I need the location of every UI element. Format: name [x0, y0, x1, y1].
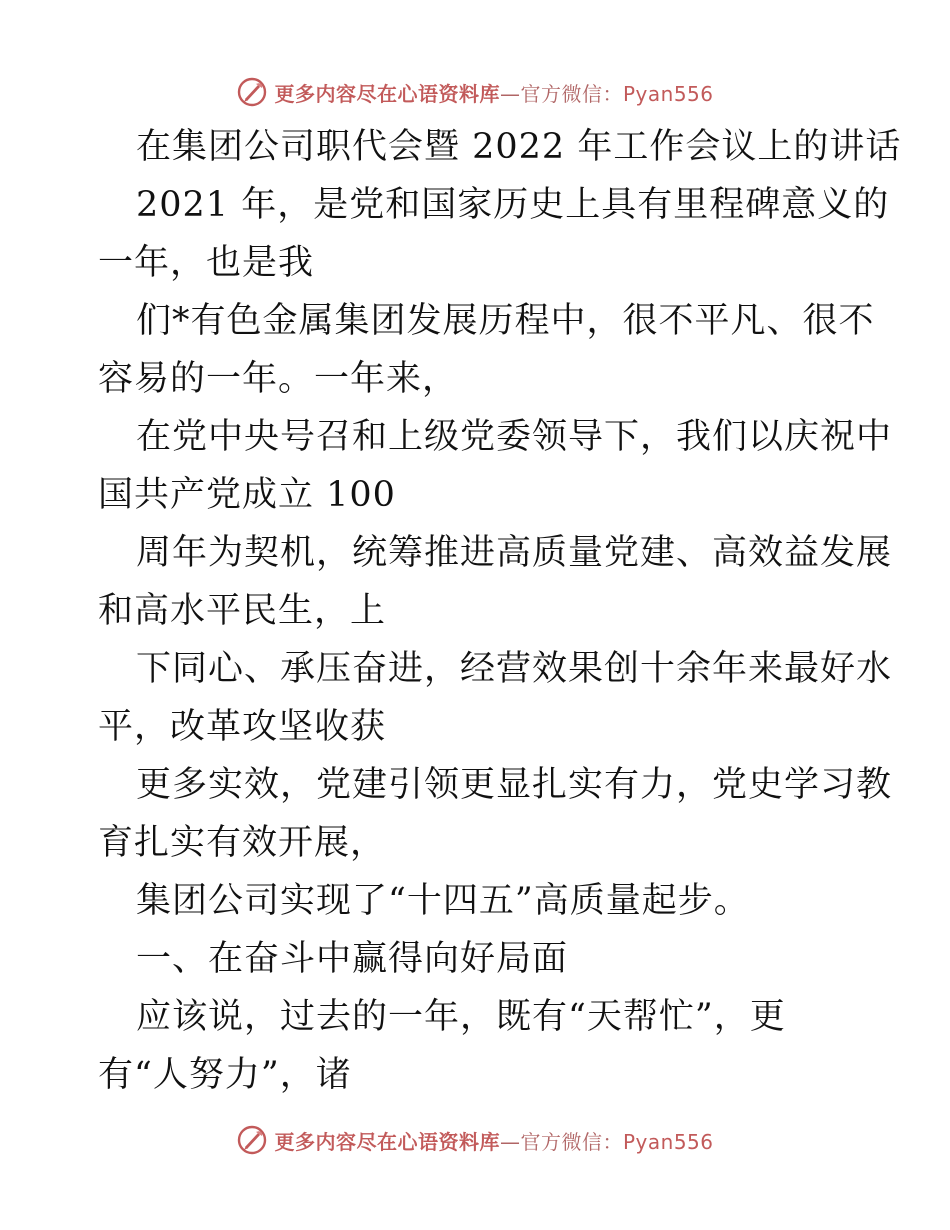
watermark-account: Pyan556 — [622, 1129, 714, 1154]
text-line: 集团公司实现了“十四五”高质量起步。 — [136, 881, 750, 921]
text-line: 周年为契机，统筹推进高质量党建、高效益发展 — [136, 533, 893, 573]
watermark-brand: 更多内容尽在心语资料库 — [274, 1129, 500, 1154]
document-title: 在集团公司职代会暨 2022 年工作会议上的讲话 — [136, 127, 902, 167]
watermark-footer — [0, 1120, 950, 1160]
watermark-separator: — — [499, 1129, 521, 1154]
text-line: 容易的一年。一年来， — [98, 359, 459, 399]
text-line: 和高水平民生，上 — [98, 591, 387, 631]
watermark-official: 官方微信： — [520, 81, 623, 106]
quill-pen-logo-icon — [236, 1124, 268, 1156]
text-line: 在党中央号召和上级党委领导下，我们以庆祝中 — [136, 417, 893, 457]
text-line: 国共产党成立 100 — [98, 475, 396, 515]
text-line: 应该说，过去的一年，既有“天帮忙”，更 — [136, 997, 786, 1037]
text-line: 一年，也是我 — [98, 243, 315, 283]
text-line: 们*有色金属集团发展历程中，很不平凡、很不 — [136, 301, 875, 341]
watermark-header — [0, 72, 950, 112]
text-line: 育扎实有效开展， — [98, 823, 387, 863]
watermark-separator: — — [499, 81, 521, 106]
text-line: 2021 年，是党和国家历史上具有里程碑意义的 — [136, 185, 890, 225]
text-line: 下同心、承压奋进，经营效果创十余年来最好水 — [136, 649, 893, 689]
section-heading: 一、在奋斗中赢得向好局面 — [136, 939, 569, 979]
text-line: 更多实效，党建引领更显扎实有力，党史学习教 — [136, 765, 893, 805]
text-line: 有“人努力”，诸 — [98, 1055, 352, 1095]
watermark-account: Pyan556 — [622, 81, 714, 106]
watermark-official: 官方微信： — [520, 1129, 623, 1154]
text-line: 平，改革攻坚收获 — [98, 707, 387, 747]
watermark-brand: 更多内容尽在心语资料库 — [274, 81, 500, 106]
quill-pen-logo-icon — [236, 76, 268, 108]
